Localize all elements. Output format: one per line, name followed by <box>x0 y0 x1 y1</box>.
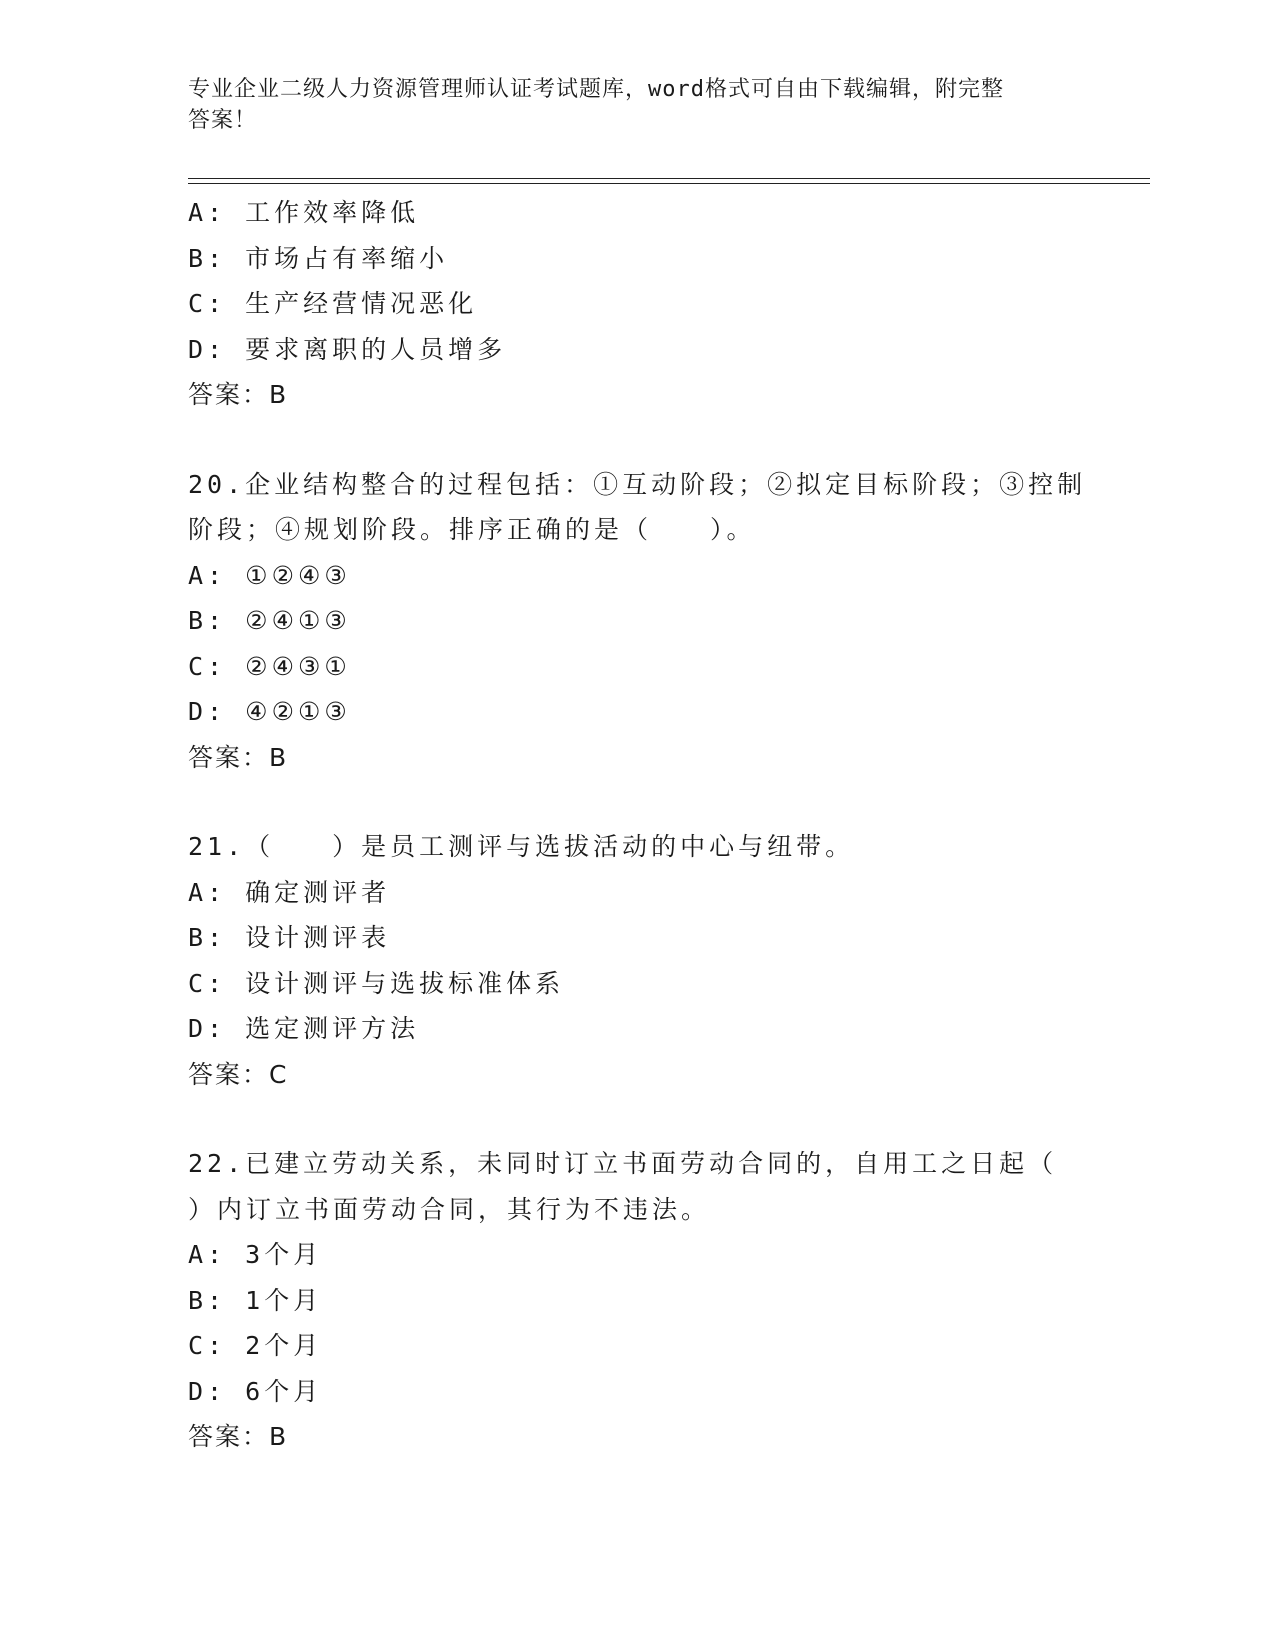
question-stem-line-1: 21.（ ）是员工测评与选拔活动的中心与纽带。 <box>188 832 855 861</box>
option-b: B: 设计测评表 <box>188 923 391 952</box>
question-21 <box>188 824 1088 1097</box>
question-stem-line-1: 22.已建立劳动关系，未同时订立书面劳动合同的，自用工之日起（ <box>188 1149 1058 1178</box>
option-c: C: ②④③① <box>188 651 351 681</box>
option-a: A: 确定测评者 <box>188 877 391 907</box>
spacer <box>188 1097 1088 1141</box>
header-line-1: 专业企业二级人力资源管理师认证考试题库，word格式可自由下载编辑，附完整 <box>188 77 1004 102</box>
question-22 <box>188 1141 1088 1460</box>
question-19 <box>188 190 1088 418</box>
spacer <box>188 780 1088 824</box>
option-b: B: 市场占有率缩小 <box>188 243 449 273</box>
option-b: B: 1个月 <box>188 1285 323 1315</box>
option-c: C: 设计测评与选拔标准体系 <box>188 968 565 998</box>
header-line-2: 答案！ <box>188 108 258 133</box>
spacer <box>188 418 1088 462</box>
option-d: D: ④②①③ <box>188 697 351 726</box>
question-20 <box>188 462 1088 781</box>
option-d: D: 6个月 <box>188 1376 323 1406</box>
option-a: A: 3个月 <box>188 1240 323 1269</box>
question-stem-line-1: 20.企业结构整合的过程包括：①互动阶段；②拟定目标阶段；③控制 <box>188 469 1087 499</box>
answer: 答案：C <box>188 1059 289 1089</box>
question-stem-line-2: 阶段；④规划阶段。排序正确的是（ ）。 <box>188 515 756 544</box>
header-rule-bottom <box>188 183 1150 184</box>
answer: 答案：B <box>188 742 289 772</box>
answer: 答案：B <box>188 380 289 409</box>
option-b: B: ②④①③ <box>188 606 351 635</box>
option-a: A: 工作效率降低 <box>188 198 420 227</box>
document-header <box>188 74 1088 136</box>
option-c: C: 2个月 <box>188 1331 323 1360</box>
option-a: A: ①②④③ <box>188 560 351 590</box>
option-c: C: 生产经营情况恶化 <box>188 289 478 318</box>
question-stem-line-2: ）内订立书面劳动合同，其行为不违法。 <box>188 1194 711 1224</box>
question-list <box>188 190 1088 1460</box>
header-rule-top <box>188 178 1150 179</box>
option-d: D: 要求离职的人员增多 <box>188 334 507 364</box>
answer: 答案：B <box>188 1422 289 1451</box>
option-d: D: 选定测评方法 <box>188 1014 420 1043</box>
